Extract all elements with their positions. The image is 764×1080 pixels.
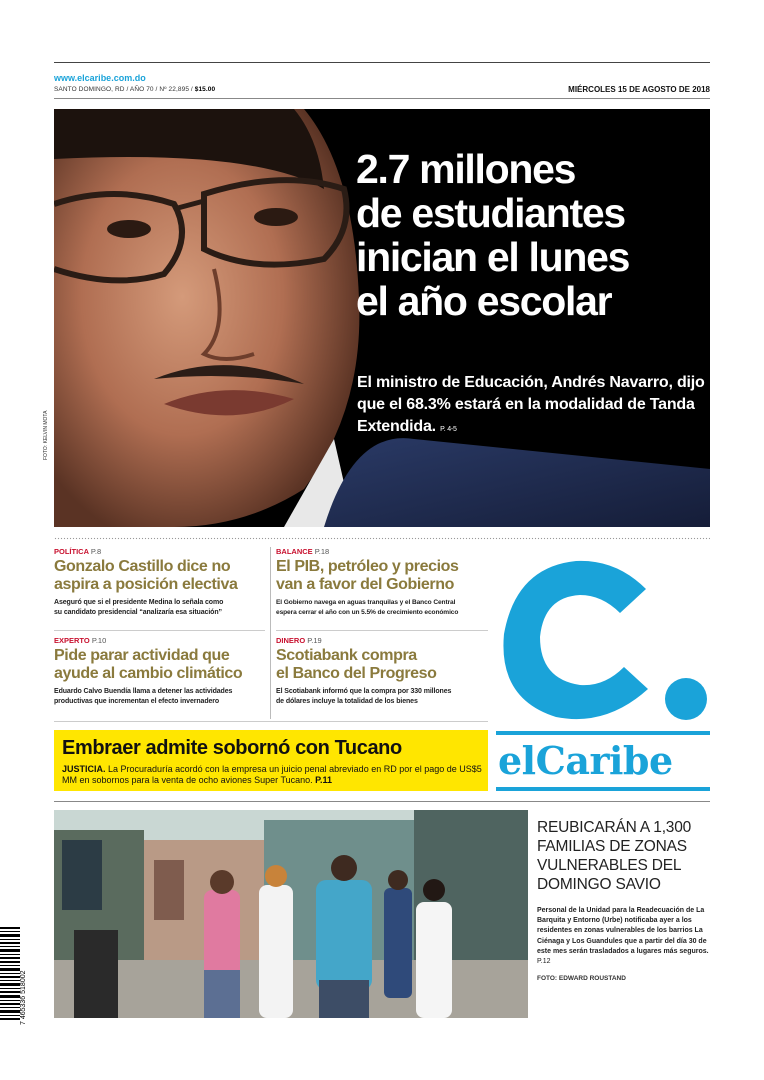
hero-deck	[357, 372, 707, 441]
yellow-body	[62, 764, 482, 786]
page-ref: P.10	[91, 636, 107, 645]
brief-headline: aspira a posición electiva	[54, 576, 238, 593]
column-divider	[270, 547, 271, 719]
hero-page-ref[interactable]: P. 4-5	[440, 426, 457, 433]
hero-headline	[356, 147, 706, 323]
section-label: BALANCE	[276, 547, 313, 556]
yellow-body-text: La Procuraduría acordó con la empresa un juicio penal abreviado en RD por el pago de US$5 MM en sobornos para la venta de ocho aviones Super Tucano.	[62, 764, 482, 785]
yellow-page-ref: P.11	[315, 775, 333, 785]
section-label: POLÍTICA	[54, 547, 89, 556]
hero-headline-line: el año escolar	[356, 278, 612, 324]
location: SANTO DOMINGO, RD	[54, 86, 125, 93]
side-body-text: Personal de la Unidad para la Readecuación de La Barquita y Entorno (Urbe) notificaba ayer a los residentes en zonas vulnerables de los barrios La Ciénaga y Los Guandules que a partir del día 30 de este mes serán trasladados a lugares más seguros.	[537, 907, 709, 955]
brief-divider	[54, 630, 265, 631]
brief-headline: El PIB, petróleo y precios	[276, 558, 459, 575]
brief-body: de dólares incluye la totalidad de los bienes	[276, 698, 418, 705]
brief-headline: Pide parar actividad que	[54, 647, 230, 664]
brief-body: El Scotiabank informó que la compra por 330 millones	[276, 688, 452, 695]
elcaribe-logo[interactable]	[496, 549, 710, 793]
brief-headline: ayude al cambio climático	[54, 665, 243, 682]
brief-body: productivas que incrementan el efecto invernadero	[54, 698, 220, 705]
section-rule	[54, 801, 710, 802]
neighborhood-photo	[54, 810, 528, 1018]
side-page-ref: P.12	[537, 958, 551, 966]
section-label: EXPERTO	[54, 636, 90, 645]
hero-headline-line: inician el lunes	[356, 234, 630, 280]
brief-story[interactable]	[54, 547, 269, 618]
hero-headline-line: de estudiantes	[356, 190, 625, 236]
brief-body: espera cerrar el año con un 5.5% de crecimiento económico	[276, 609, 459, 616]
brief-body: Eduardo Calvo Buendía llama a detener las actividades	[54, 688, 233, 695]
brief-story[interactable]	[276, 547, 491, 618]
brief-body: El Gobierno navega en aguas tranquilas y el Banco Central	[276, 599, 456, 606]
section-label: DINERO	[276, 636, 306, 645]
brief-divider	[276, 630, 488, 631]
logo-wordmark: elCaribe	[498, 738, 673, 783]
masthead-rule	[54, 98, 710, 99]
hero-story[interactable]	[54, 109, 710, 527]
side-headline: REUBICARÁN A 1,300 FAMILIAS DE ZONAS VULNERABLES DEL DOMINGO SAVIO	[537, 819, 692, 893]
street-scene	[54, 810, 528, 1018]
brief-body: su candidato presidencial “analizaría esa situación”	[54, 609, 222, 616]
barcode-number: 7 465336 518002	[20, 970, 27, 1025]
brief-body: Aseguró que si el presidente Medina lo señala como	[54, 599, 224, 606]
brief-headline: van a favor del Gobierno	[276, 576, 455, 593]
page-ref: P.18	[314, 547, 330, 556]
brief-story[interactable]	[54, 636, 269, 707]
hero-photo-credit: FOTO: KELVIN MOTA	[43, 410, 49, 460]
issue-meta: SANTO DOMINGO, RD / AÑO 70 / Nº 22,895 / $15.00	[54, 86, 216, 93]
side-story[interactable]	[537, 818, 710, 982]
hero-headline-line: 2.7 millones	[356, 146, 576, 192]
side-photo-credit: FOTO: EDWARD ROUSTAND	[537, 975, 626, 983]
brief-headline: Gonzalo Castillo dice no	[54, 558, 231, 575]
dotted-divider	[54, 537, 710, 540]
issue-number: Nº 22,895	[159, 86, 190, 93]
page-ref: P.8	[90, 547, 102, 556]
yellow-kicker: JUSTICIA.	[62, 764, 106, 774]
year: AÑO 70	[129, 86, 154, 93]
yellow-headline: Embraer admite sobornó con Tucano	[62, 737, 402, 759]
barcode	[0, 925, 28, 1025]
brief-story[interactable]	[276, 636, 491, 707]
brief-bottom-rule	[54, 721, 488, 722]
page-ref: P.19	[307, 636, 322, 645]
brief-headline: Scotiabank compra	[276, 647, 417, 664]
side-body	[537, 906, 710, 967]
website-link[interactable]: www.elcaribe.com.do	[54, 73, 146, 83]
top-rule	[54, 62, 710, 63]
price: $15.00	[194, 86, 216, 93]
issue-date: MIÉRCOLES 15 DE AGOSTO DE 2018	[568, 85, 710, 94]
yellow-story[interactable]	[54, 730, 488, 791]
brief-headline: el Banco del Progreso	[276, 665, 437, 682]
hero-deck-text: El ministro de Educación, Andrés Navarro, dijo que el 68.3% estará en la modalidad de Tanda Extendida.	[357, 374, 705, 435]
